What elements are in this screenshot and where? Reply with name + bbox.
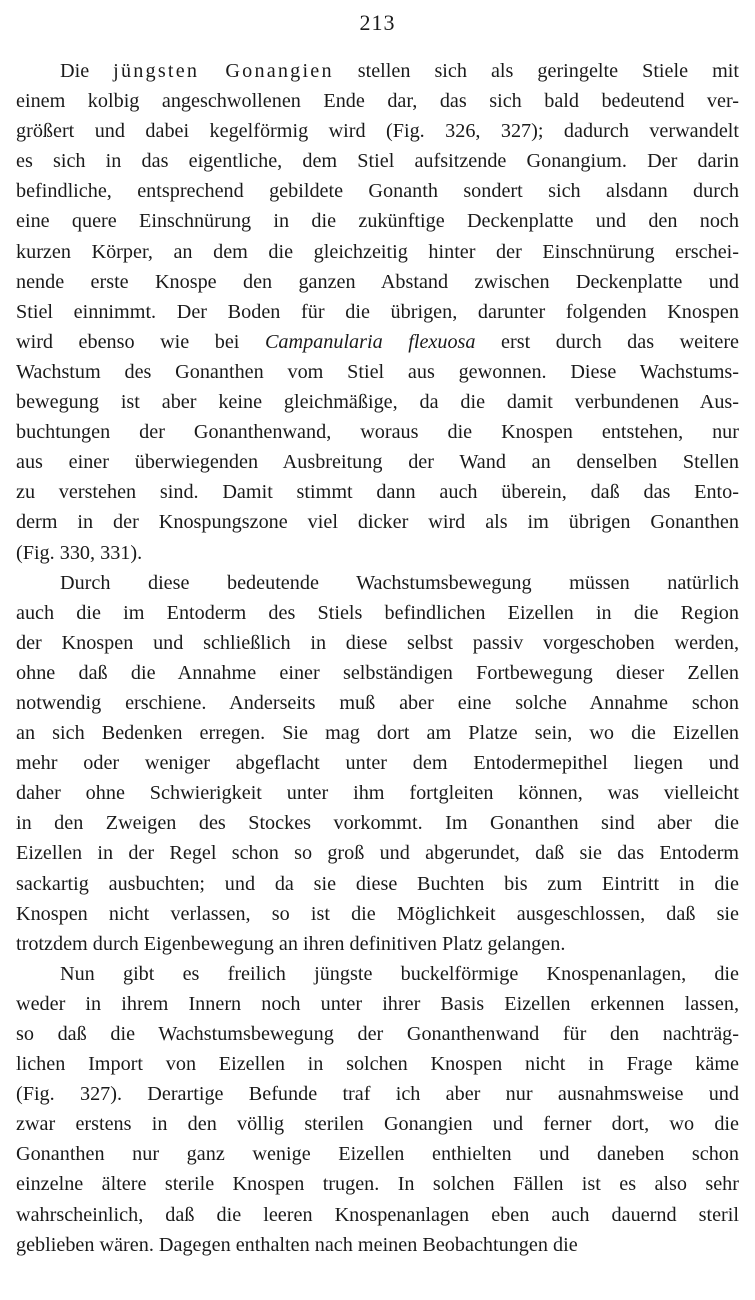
text-line [16,116,739,146]
text-line [16,1169,739,1199]
paragraph [16,959,739,1260]
page-number: 213 [359,10,396,35]
text-segment: weder in ihrem Innern noch unter ihrer Basis Eizellen erkennen lassen, [16,992,739,1015]
text-line [16,1200,739,1230]
text-segment: nende erste Knospe den ganzen Abstand zwischen Deckenplatte und [16,270,739,293]
text-segment: stellen sich als geringelte Stiele mit [333,60,739,82]
text-segment: aus einer überwiegenden Ausbreitung der Wand an denselben Stellen [16,451,739,474]
text-segment: Knospen nicht verlassen, so ist die Möglichkeit ausgeschlossen, daß sie [16,902,739,925]
text-line [16,387,739,417]
text-line [16,989,739,1019]
italic-species-name: Campanularia flexuosa [264,330,476,353]
text-segment: es sich in das eigentliche, dem Stiel aufsitzende Gonangium. Der darin [16,150,739,173]
text-segment: befindliche, entsprechend gebildete Gonanth sondert sich alsdann durch [16,180,739,203]
text-line [16,447,739,477]
text-segment: so daß die Wachstumsbewegung der Gonanthenwand für den nachträg- [16,1023,739,1045]
text-line [16,688,739,718]
text-line [16,237,739,267]
text-segment: daher ohne Schwierigkeit unter ihm fortgleiten können, was vielleicht [16,782,739,805]
text-segment: trotzdem durch Eigenbewegung an ihren definitiven Platz gelangen. [16,932,566,955]
text-line [16,297,739,327]
text-line [16,1230,739,1260]
text-line [16,146,739,176]
text-line [16,1079,739,1109]
paragraph [16,56,739,568]
spaced-emphasis: jüngsten Gonangien [113,60,334,82]
text-segment: lichen Import von Eizellen in solchen Knospen nicht in Frage käme [16,1053,739,1076]
text-segment: einzelne ältere sterile Knospen trugen. In solchen Fällen ist es also sehr [16,1173,739,1196]
text-line [16,808,739,838]
text-line [16,568,739,598]
text-segment: Stiel einnimmt. Der Boden für die übrigen, darunter folgenden Knospen [16,300,739,323]
text-line [16,1019,739,1049]
text-segment: Wachstum des Gonanthen vom Stiel aus gewonnen. Diese Wachstums- [16,360,739,383]
text-line [16,778,739,808]
text-line [16,748,739,778]
text-line [16,267,739,297]
text-line [16,206,739,236]
text-line [16,598,739,628]
text-segment: wird ebenso wie bei [16,330,265,353]
text-segment: eine quere Einschnürung in die zukünftige Deckenplatte und den noch [16,210,739,233]
text-line [16,327,739,357]
text-segment: Die [60,60,114,82]
text-segment: kurzen Körper, an dem die gleichzeitig hinter der Einschnürung erschei- [16,240,739,263]
text-segment: Durch diese bedeutende Wachstumsbewegung müssen natürlich [60,571,739,594]
text-segment: in den Zweigen des Stockes vorkommt. Im Gonanthen sind aber die [16,812,739,835]
text-segment: geblieben wären. Dagegen enthalten nach meinen Beobachtungen die [16,1233,578,1256]
text-segment: ohne daß die Annahme einer selbständigen Fortbewegung dieser Zellen [16,661,739,684]
text-line [16,869,739,899]
text-segment: (Fig. 327). Derartige Befunde traf ich aber nur ausnahmsweise und [16,1083,739,1106]
text-line [16,929,739,959]
text-segment: notwendig erschiene. Anderseits muß aber eine solche Annahme schon [16,691,739,714]
text-line [16,417,739,447]
document-page [16,0,739,1260]
text-segment: Eizellen in der Regel schon so groß und abgerundet, daß sie das Entoderm [16,842,739,865]
text-line [16,959,739,989]
text-line [16,86,739,116]
text-line [16,1139,739,1169]
text-segment: derm in der Knospungszone viel dicker wird als im übrigen Gonanthen [16,511,739,534]
text-segment: sackartig ausbuchten; und da sie diese Buchten bis zum Eintritt in die [16,872,739,895]
text-line [16,899,739,929]
text-line [16,1049,739,1079]
text-segment: erst durch das weitere [475,330,739,353]
text-segment: bewegung ist aber keine gleichmäßige, da die damit verbundenen Aus- [16,391,739,414]
text-line [16,838,739,868]
paragraph [16,568,739,959]
text-segment: zwar erstens in den völlig sterilen Gonangien und ferner dort, wo die [16,1113,739,1136]
text-segment: Nun gibt es freilich jüngste buckelförmige Knospenanlagen, die [60,962,739,985]
text-segment: Gonanthen nur ganz wenige Eizellen enthielten und daneben schon [16,1143,739,1166]
text-segment: mehr oder weniger abgeflacht unter dem Entodermepithel liegen und [16,752,739,775]
text-line [16,507,739,537]
text-line [16,1109,739,1139]
text-segment: der Knospen und schließlich in diese selbst passiv vorgeschoben werden, [16,631,739,654]
text-segment: wahrscheinlich, daß die leeren Knospenanlagen eben auch dauernd steril [16,1203,739,1226]
text-line [16,176,739,206]
text-line [16,658,739,688]
text-line [16,628,739,658]
text-line [16,357,739,387]
text-segment: einem kolbig angeschwollenen Ende dar, das sich bald bedeutend ver- [16,90,739,113]
text-line [16,538,739,568]
body-text [16,56,739,1260]
text-segment: an sich Bedenken erregen. Sie mag dort am Platze sein, wo die Eizellen [16,722,739,745]
text-line [16,718,739,748]
text-segment: zu verstehen sind. Damit stimmt dann auch überein, daß das Ento- [16,481,739,504]
text-segment: auch die im Entoderm des Stiels befindlichen Eizellen in die Region [16,601,739,624]
text-segment: größert und dabei kegelförmig wird (Fig. 326, 327); dadurch verwandelt [16,120,739,143]
text-segment: (Fig. 330, 331). [16,541,143,564]
text-line [16,477,739,507]
text-segment: buchtungen der Gonanthenwand, woraus die Knospen entstehen, nur [16,421,739,444]
text-line [16,56,739,86]
